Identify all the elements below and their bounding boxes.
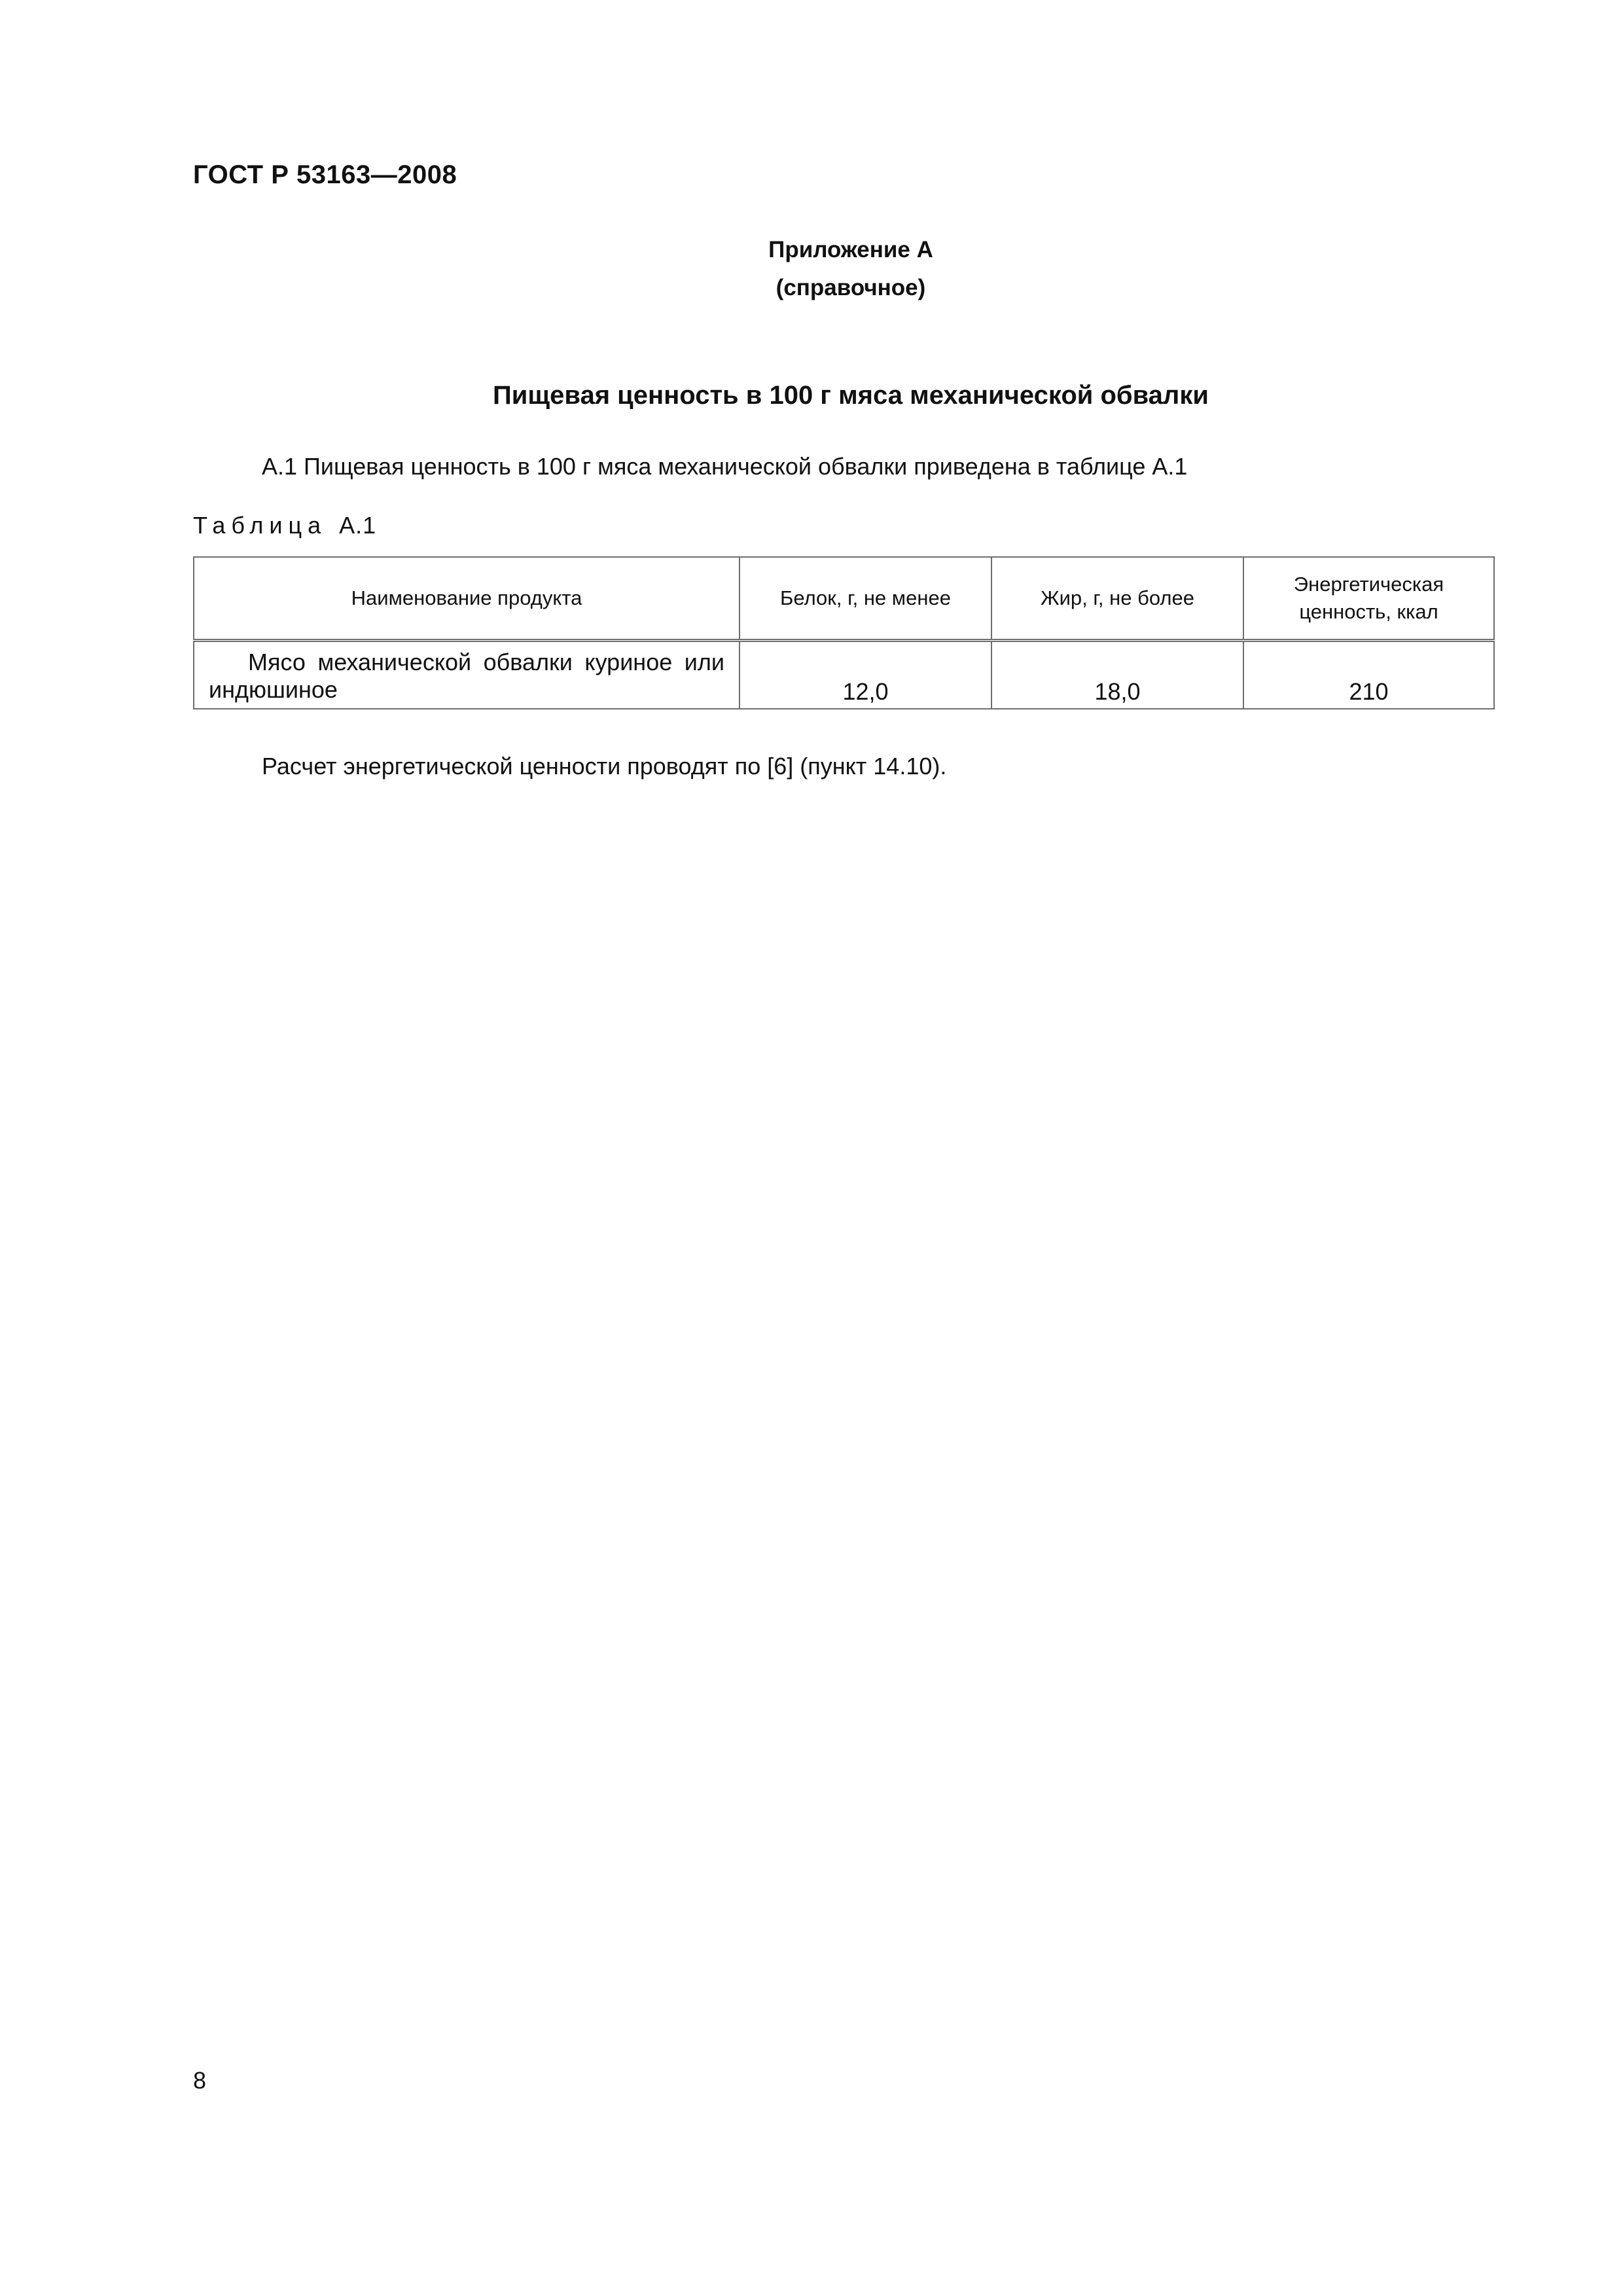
paragraph-a1: А.1 Пищевая ценность в 100 г мяса механической обвалки приведена в таблице А.1	[262, 453, 1188, 480]
header-fat: Жир, г, не более	[991, 557, 1243, 640]
cell-energy: 210	[1243, 640, 1494, 709]
cell-protein: 12,0	[740, 640, 991, 709]
table-caption-word: Таблица	[193, 512, 327, 539]
table-header-row	[194, 557, 1494, 640]
paragraph-calculation: Расчет энергетической ценности проводят по [6] (пункт 14.10).	[262, 753, 947, 780]
page-number: 8	[193, 2067, 207, 2094]
header-protein: Белок, г, не менее	[740, 557, 991, 640]
nutrition-table	[193, 556, 1495, 709]
annex-status: (справочное)	[776, 275, 926, 300]
document-code: ГОСТ Р 53163—2008	[193, 160, 457, 189]
annex-title: Пищевая ценность в 100 г мяса механической обвалки	[493, 381, 1209, 410]
header-product-name: Наименование продукта	[194, 557, 740, 640]
header-energy-label: Энергетическая ценность, ккал	[1293, 572, 1444, 623]
annex-label: Приложение А	[768, 237, 933, 262]
annex-heading	[681, 231, 1021, 307]
table-caption-number: А.1	[339, 512, 377, 539]
header-energy	[1243, 557, 1494, 640]
table-caption	[193, 512, 376, 539]
cell-product-name-text: Мясо механической обвалки куриное или индюшиное	[209, 648, 724, 703]
cell-product-name	[194, 640, 740, 709]
cell-fat: 18,0	[991, 640, 1243, 709]
table-row	[194, 640, 1494, 709]
